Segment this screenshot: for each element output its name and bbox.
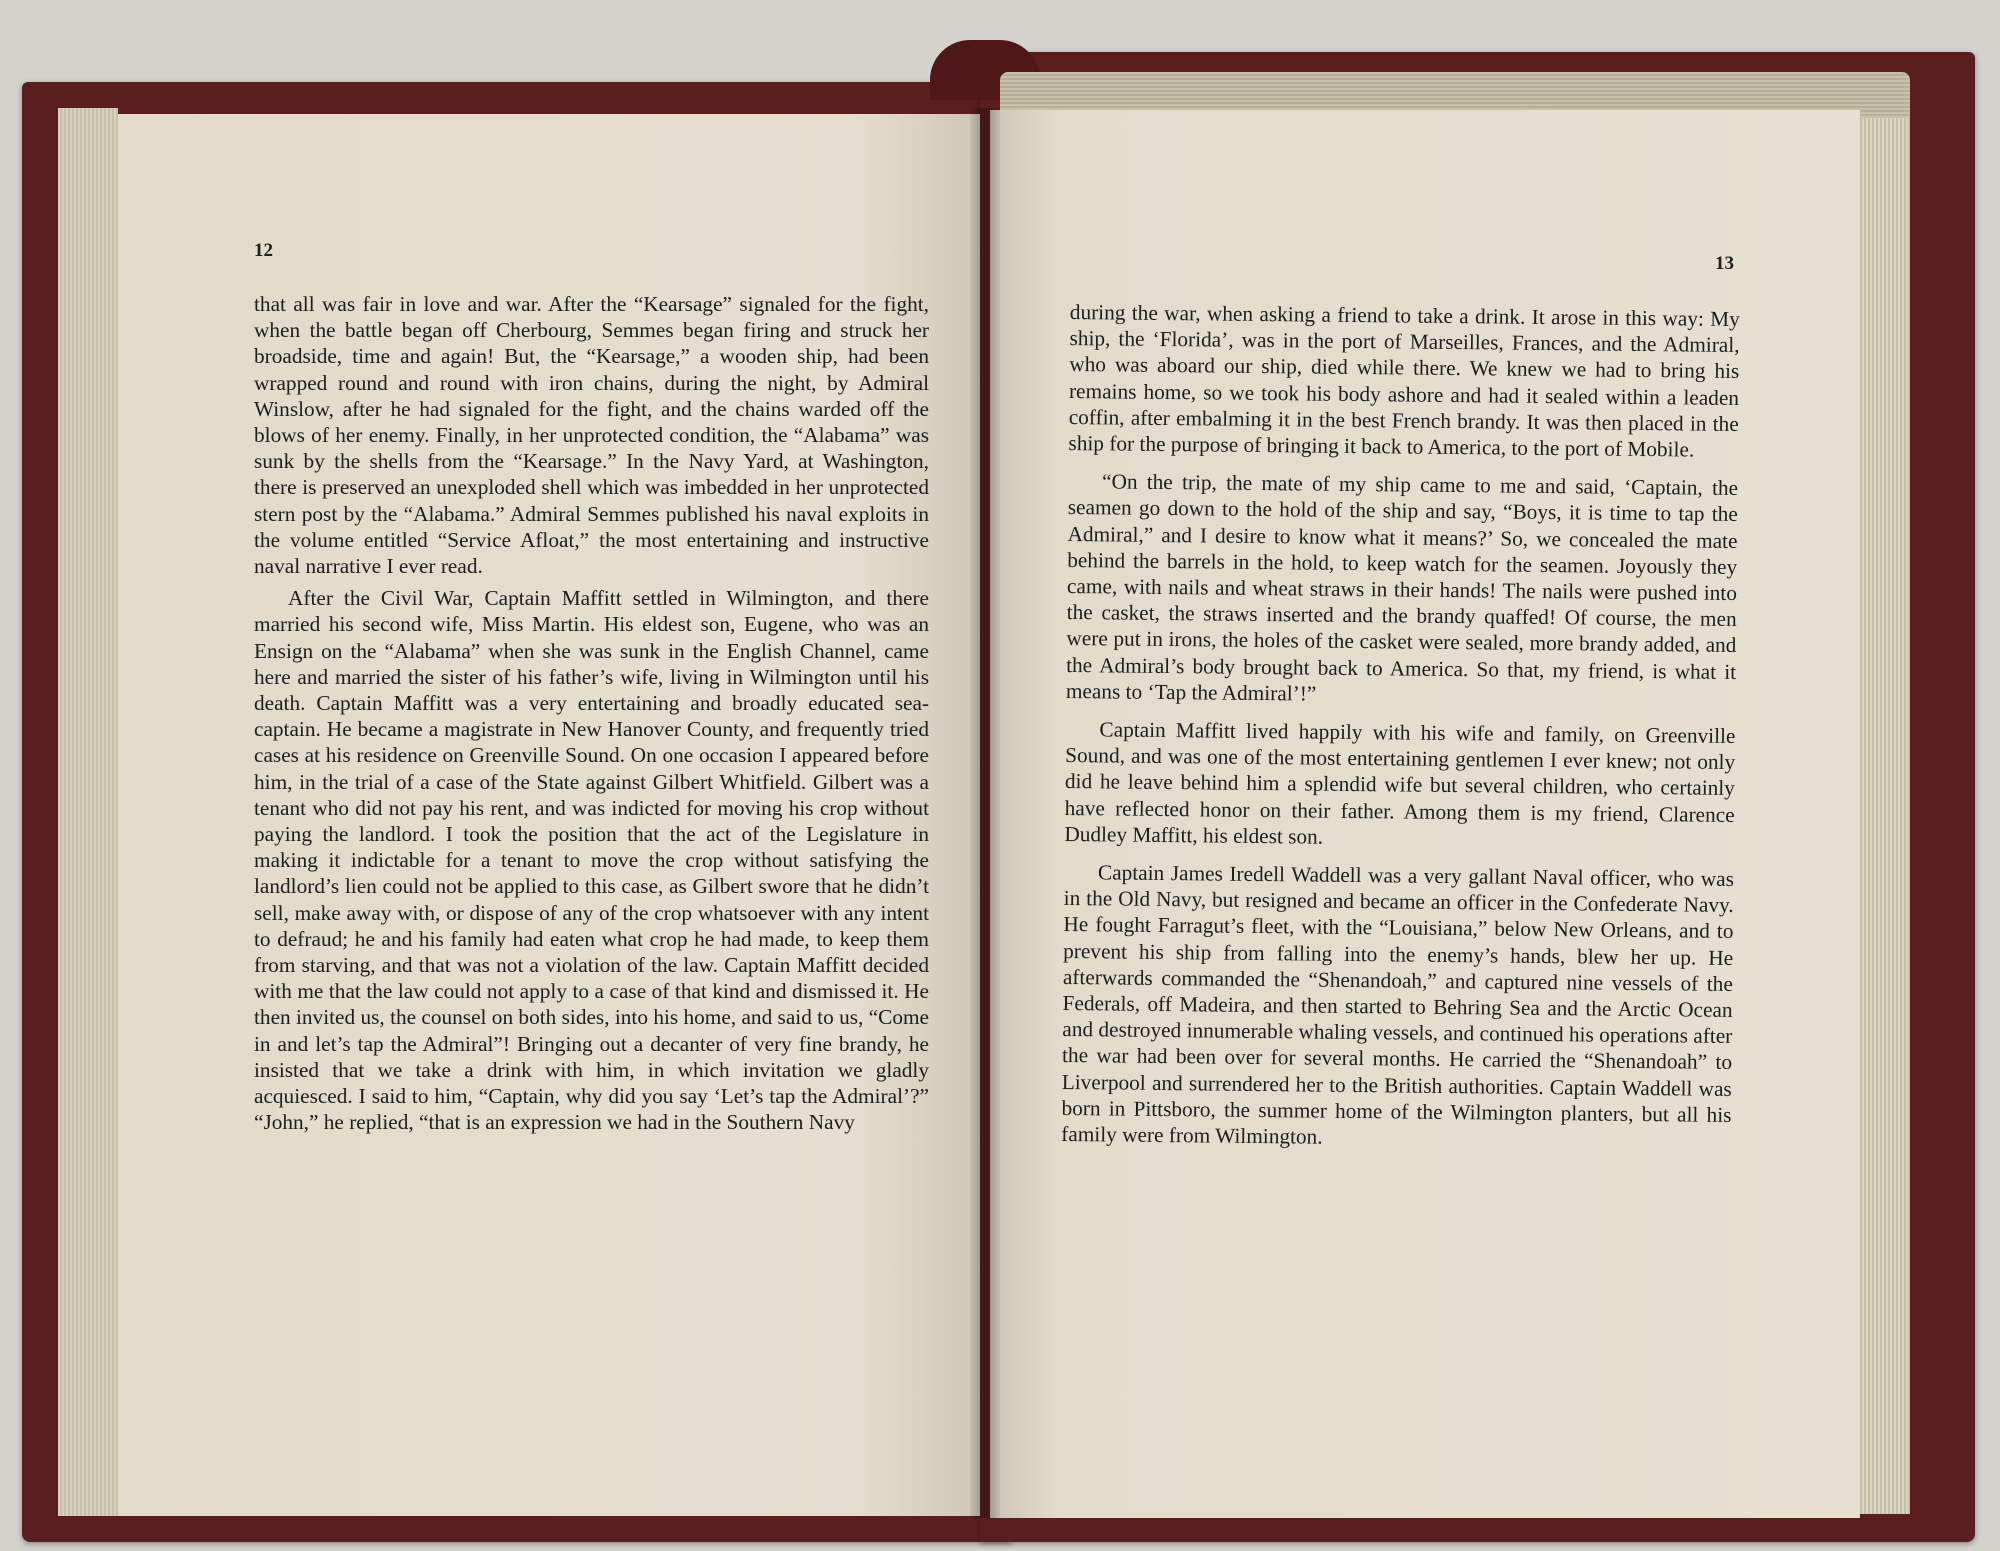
left-page — [118, 114, 980, 1516]
paragraph: during the war, when asking a friend to take a drink. It arose in this way: My ship, the ‘Florida’, was in the port of Marseilles, Frances, and the Admiral, who was aboard our ship, died while there. We knew we had to bring his remains home, so we took his body ashore and had it sealed within a leaden coffin, after embalming it in the best French brandy. It was then placed in the ship for the purpose of bringing it back to America, to the port of Mobile. — [1068, 299, 1740, 462]
right-page-text — [1061, 299, 1740, 1160]
paragraph: After the Civil War, Captain Maffitt settled in Wilmington, and there married his second wife, Miss Martin. His eldest son, Eugene, who was an Ensign on the “Alabama” when she was sunk in the English Channel, came here and married the sister of his father’s wife, living in Wilmington until his death. Captain Maffitt was a very entertaining and broadly educated sea-captain. He became a magistrate in New Hanover County, and frequently tried cases at his residence on Greenville Sound. On one occasion I appeared before him, in the trial of a case of the State against Gilbert Whitfield. Gilbert was a tenant who did not pay his rent, and was indicted for moving his crop without paying the landlord. I took the position that the act of the Legislature in making it indictable for a tenant to move the crop without satisfying the landlord’s lien could not be applied to this case, as Gilbert swore that he didn’t sell, make away with, or dispose of any of the crop whatsoever with any intent to defraud; he and his family had eaten what crop he had made, to keep them from starving, and that was not a violation of the law. Captain Maffitt decided with me that the law could not apply to a case of that kind and dismissed it. He then invited us, the counsel on both sides, into his home, and said to us, “Come in and let’s tap the Admiral”! Bringing out a decanter of very fine brandy, he insisted that we take a drink with him, in which invitation we gladly acquiesced. I said to him, “Captain, why did you say ‘Let’s tap the Admiral’?” “John,” he replied, “that is an expression we had in the Southern Navy — [254, 586, 929, 1135]
page-edges-left — [58, 108, 118, 1516]
paragraph: Captain Maffitt lived happily with his wife and family, on Greenville Sound, and was one of the most entertaining gentlemen I ever knew; not only did he leave behind him a splendid wife but several children, who certainly have reflected honor on their father. Among them is my friend, Clarence Dudley Maffitt, his eldest son. — [1064, 717, 1736, 849]
paragraph: “On the trip, the mate of my ship came to me and said, ‘Captain, the seamen go down to the hold of the ship and say, “Boys, it is time to tap the Admiral,” and I desire to know what it means?’ So, we concealed the mate behind the barrels in the hold, to keep watch for the seamen. Joyously they came, with nails and wheat straws in their hands! The nails were pushed into the casket, the straws inserted and the brandy quaffed! Of course, the men were put in irons, the holes of the casket were sealed, more brandy added, and the Admiral’s body brought back to America. So that, my friend, is what it means to ‘Tap the Admiral’!” — [1065, 469, 1739, 706]
page-number-right: 13 — [1715, 253, 1734, 274]
page-number-left: 12 — [254, 240, 273, 261]
left-page-text — [254, 291, 929, 1142]
paragraph: Captain James Iredell Waddell was a very gallant Naval officer, who was in the Old Navy, but resigned and became an officer in the Confederate Navy. He fought Farragut’s fleet, with the “Louisiana,” below New Orleans, and to prevent his ship from falling into the enemy’s hands, blew her up. He afterwards commanded the “Shenandoah,” and captured nine vessels of the Federals, off Madeira, and then started to Behring Sea and the Arctic Ocean and destroyed innumerable whaling vessels, and continued his operations after the war had been over for several months. He carried the “Shenandoah” to Liverpool and surrendered her to the British authorities. Captain Waddell was born in Pittsboro, the summer home of the Wilmington planters, but all his family were from Wilmington. — [1061, 860, 1735, 1149]
page-edges-right — [1860, 118, 1910, 1514]
paragraph: that all was fair in love and war. After the “Kearsage” signaled for the fight, when the battle began off Cherbourg, Semmes began firing and struck her broadside, time and again! But, the “Kearsage,” a wooden ship, had been wrapped round and round with iron chains, during the night, by Admiral Winslow, after he had signaled for the fight, and the chains warded off the blows of her enemy. Finally, in her unprotected condition, the “Alabama” was sunk by the shells from the “Kearsage.” In the Navy Yard, at Washington, there is preserved an unexploded shell which was imbedded in her unprotected stern post by the “Alabama.” Admiral Semmes published his naval exploits in the volume entitled “Service Afloat,” the most entertaining and instructive naval narrative I ever read. — [254, 292, 929, 579]
right-page — [990, 110, 1860, 1518]
book-gutter — [970, 108, 1000, 1518]
